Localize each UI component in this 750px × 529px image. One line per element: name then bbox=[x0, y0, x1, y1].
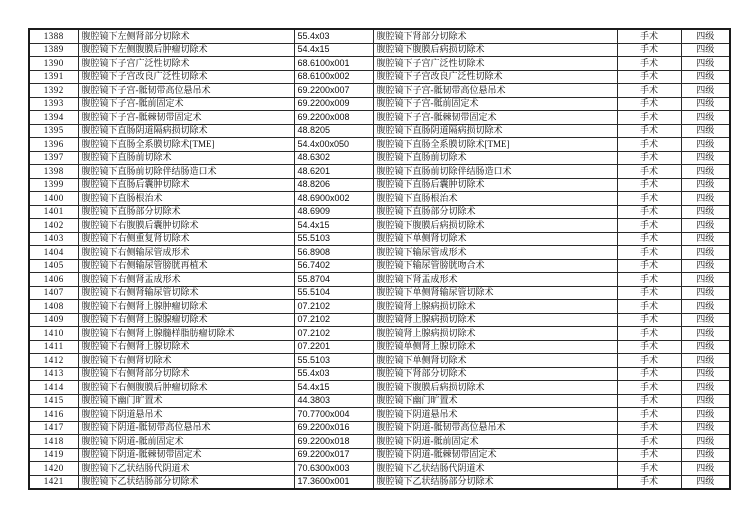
icd-code-cell: 69.2200x016 bbox=[294, 421, 373, 435]
category-cell: 手术 bbox=[617, 29, 681, 43]
category-cell: 手术 bbox=[617, 259, 681, 273]
standard-procedure-name-cell: 腹腔镜下子宫广泛性切除术 bbox=[373, 57, 617, 71]
row-number-cell: 1390 bbox=[29, 57, 78, 71]
row-number-cell: 1391 bbox=[29, 70, 78, 84]
grade-cell: 四级 bbox=[681, 286, 730, 300]
table-row bbox=[29, 97, 730, 111]
category-cell: 手术 bbox=[617, 192, 681, 206]
icd-code-cell: 69.2200x009 bbox=[294, 97, 373, 111]
row-number-cell: 1417 bbox=[29, 421, 78, 435]
procedure-name-cell: 腹腔镜下右侧肾部分切除术 bbox=[78, 367, 294, 381]
category-cell: 手术 bbox=[617, 124, 681, 138]
row-number-cell: 1400 bbox=[29, 192, 78, 206]
row-number-cell: 1414 bbox=[29, 381, 78, 395]
row-number-cell: 1420 bbox=[29, 462, 78, 476]
standard-procedure-name-cell: 腹腔镜下单侧肾切除术 bbox=[373, 232, 617, 246]
procedure-table bbox=[28, 28, 731, 490]
procedure-name-cell: 腹腔镜下直肠阴道隔病损切除术 bbox=[78, 124, 294, 138]
procedure-name-cell: 腹腔镜下直肠全系膜切除术[TME] bbox=[78, 138, 294, 152]
grade-cell: 四级 bbox=[681, 421, 730, 435]
table-row bbox=[29, 475, 730, 489]
table-row bbox=[29, 273, 730, 287]
grade-cell: 四级 bbox=[681, 151, 730, 165]
icd-code-cell: 69.2200x007 bbox=[294, 84, 373, 98]
icd-code-cell: 54.4x00x050 bbox=[294, 138, 373, 152]
procedure-name-cell: 腹腔镜下乙状结肠部分切除术 bbox=[78, 475, 294, 489]
category-cell: 手术 bbox=[617, 57, 681, 71]
category-cell: 手术 bbox=[617, 462, 681, 476]
procedure-name-cell: 腹腔镜下右侧输尿管膀胱再植术 bbox=[78, 259, 294, 273]
row-number-cell: 1392 bbox=[29, 84, 78, 98]
standard-procedure-name-cell: 腹腔镜下子宫-骶棘韧带固定术 bbox=[373, 111, 617, 125]
procedure-name-cell: 腹腔镜下阴道-骶前固定术 bbox=[78, 435, 294, 449]
grade-cell: 四级 bbox=[681, 205, 730, 219]
table-row bbox=[29, 151, 730, 165]
procedure-name-cell: 腹腔镜下右侧腹膜后肿瘤切除术 bbox=[78, 381, 294, 395]
table-row bbox=[29, 313, 730, 327]
table-row bbox=[29, 286, 730, 300]
row-number-cell: 1410 bbox=[29, 327, 78, 341]
procedure-name-cell: 腹腔镜下子宫广泛性切除术 bbox=[78, 57, 294, 71]
icd-code-cell: 07.2102 bbox=[294, 327, 373, 341]
table-row bbox=[29, 259, 730, 273]
grade-cell: 四级 bbox=[681, 354, 730, 368]
category-cell: 手术 bbox=[617, 138, 681, 152]
table-row bbox=[29, 340, 730, 354]
procedure-name-cell: 腹腔镜下左侧肾部分切除术 bbox=[78, 29, 294, 43]
table-row bbox=[29, 84, 730, 98]
category-cell: 手术 bbox=[617, 84, 681, 98]
icd-code-cell: 07.2102 bbox=[294, 300, 373, 314]
grade-cell: 四级 bbox=[681, 219, 730, 233]
icd-code-cell: 48.6201 bbox=[294, 165, 373, 179]
category-cell: 手术 bbox=[617, 327, 681, 341]
table-row bbox=[29, 435, 730, 449]
category-cell: 手术 bbox=[617, 448, 681, 462]
icd-code-cell: 68.6100x001 bbox=[294, 57, 373, 71]
category-cell: 手术 bbox=[617, 300, 681, 314]
category-cell: 手术 bbox=[617, 273, 681, 287]
row-number-cell: 1412 bbox=[29, 354, 78, 368]
procedure-name-cell: 腹腔镜下阴道悬吊术 bbox=[78, 408, 294, 422]
row-number-cell: 1395 bbox=[29, 124, 78, 138]
icd-code-cell: 54.4x15 bbox=[294, 381, 373, 395]
icd-code-cell: 07.2102 bbox=[294, 313, 373, 327]
grade-cell: 四级 bbox=[681, 178, 730, 192]
grade-cell: 四级 bbox=[681, 84, 730, 98]
procedure-name-cell: 腹腔镜下直肠前切除伴结肠造口术 bbox=[78, 165, 294, 179]
table-row bbox=[29, 219, 730, 233]
category-cell: 手术 bbox=[617, 165, 681, 179]
table-row bbox=[29, 165, 730, 179]
grade-cell: 四级 bbox=[681, 165, 730, 179]
standard-procedure-name-cell: 腹腔镜下腹膜后病损切除术 bbox=[373, 43, 617, 57]
standard-procedure-name-cell: 腹腔镜下直肠根治术 bbox=[373, 192, 617, 206]
row-number-cell: 1398 bbox=[29, 165, 78, 179]
category-cell: 手术 bbox=[617, 381, 681, 395]
grade-cell: 四级 bbox=[681, 70, 730, 84]
standard-procedure-name-cell: 腹腔镜下直肠部分切除术 bbox=[373, 205, 617, 219]
category-cell: 手术 bbox=[617, 111, 681, 125]
icd-code-cell: 55.4x03 bbox=[294, 367, 373, 381]
table-row bbox=[29, 448, 730, 462]
grade-cell: 四级 bbox=[681, 97, 730, 111]
row-number-cell: 1394 bbox=[29, 111, 78, 125]
table-row bbox=[29, 138, 730, 152]
standard-procedure-name-cell: 腹腔镜下直肠全系膜切除术[TME] bbox=[373, 138, 617, 152]
procedure-table-body bbox=[29, 29, 730, 489]
standard-procedure-name-cell: 腹腔镜下子宫-骶前固定术 bbox=[373, 97, 617, 111]
row-number-cell: 1416 bbox=[29, 408, 78, 422]
icd-code-cell: 48.6909 bbox=[294, 205, 373, 219]
icd-code-cell: 17.3600x001 bbox=[294, 475, 373, 489]
icd-code-cell: 48.8205 bbox=[294, 124, 373, 138]
standard-procedure-name-cell: 腹腔镜下腹膜后病损切除术 bbox=[373, 381, 617, 395]
icd-code-cell: 48.6302 bbox=[294, 151, 373, 165]
procedure-name-cell: 腹腔镜下乙状结肠代阴道术 bbox=[78, 462, 294, 476]
standard-procedure-name-cell: 腹腔镜下直肠阴道隔病损切除术 bbox=[373, 124, 617, 138]
grade-cell: 四级 bbox=[681, 408, 730, 422]
category-cell: 手术 bbox=[617, 435, 681, 449]
category-cell: 手术 bbox=[617, 394, 681, 408]
standard-procedure-name-cell: 腹腔镜下乙状结肠部分切除术 bbox=[373, 475, 617, 489]
row-number-cell: 1415 bbox=[29, 394, 78, 408]
category-cell: 手术 bbox=[617, 151, 681, 165]
grade-cell: 四级 bbox=[681, 435, 730, 449]
table-row bbox=[29, 192, 730, 206]
grade-cell: 四级 bbox=[681, 192, 730, 206]
category-cell: 手术 bbox=[617, 219, 681, 233]
row-number-cell: 1406 bbox=[29, 273, 78, 287]
grade-cell: 四级 bbox=[681, 246, 730, 260]
standard-procedure-name-cell: 腹腔镜下子宫改良广泛性切除术 bbox=[373, 70, 617, 84]
icd-code-cell: 69.2200x018 bbox=[294, 435, 373, 449]
grade-cell: 四级 bbox=[681, 43, 730, 57]
procedure-name-cell: 腹腔镜下右侧肾输尿管切除术 bbox=[78, 286, 294, 300]
standard-procedure-name-cell: 腹腔镜下阴道-骶韧带高位悬吊术 bbox=[373, 421, 617, 435]
procedure-name-cell: 腹腔镜下子宫-骶前固定术 bbox=[78, 97, 294, 111]
table-row bbox=[29, 367, 730, 381]
standard-procedure-name-cell: 腹腔镜下子宫-骶韧带高位悬吊术 bbox=[373, 84, 617, 98]
standard-procedure-name-cell: 腹腔镜下阴道-骶前固定术 bbox=[373, 435, 617, 449]
table-row bbox=[29, 354, 730, 368]
icd-code-cell: 55.5104 bbox=[294, 286, 373, 300]
standard-procedure-name-cell: 腹腔镜下腹膜后病损切除术 bbox=[373, 219, 617, 233]
category-cell: 手术 bbox=[617, 340, 681, 354]
category-cell: 手术 bbox=[617, 178, 681, 192]
grade-cell: 四级 bbox=[681, 394, 730, 408]
table-row bbox=[29, 111, 730, 125]
standard-procedure-name-cell: 腹腔镜肾上腺病损切除术 bbox=[373, 313, 617, 327]
standard-procedure-name-cell: 腹腔镜下阴道-骶棘韧带固定术 bbox=[373, 448, 617, 462]
row-number-cell: 1397 bbox=[29, 151, 78, 165]
row-number-cell: 1399 bbox=[29, 178, 78, 192]
table-row bbox=[29, 124, 730, 138]
grade-cell: 四级 bbox=[681, 327, 730, 341]
category-cell: 手术 bbox=[617, 313, 681, 327]
procedure-name-cell: 腹腔镜下直肠后囊肿切除术 bbox=[78, 178, 294, 192]
standard-procedure-name-cell: 腹腔镜下肾部分切除术 bbox=[373, 29, 617, 43]
row-number-cell: 1402 bbox=[29, 219, 78, 233]
grade-cell: 四级 bbox=[681, 475, 730, 489]
standard-procedure-name-cell: 腹腔镜下直肠后囊肿切除术 bbox=[373, 178, 617, 192]
icd-code-cell: 68.6100x002 bbox=[294, 70, 373, 84]
procedure-name-cell: 腹腔镜下左侧腹膜后肿瘤切除术 bbox=[78, 43, 294, 57]
icd-code-cell: 55.8704 bbox=[294, 273, 373, 287]
standard-procedure-name-cell: 腹腔镜单侧肾上腺切除术 bbox=[373, 340, 617, 354]
table-row bbox=[29, 421, 730, 435]
grade-cell: 四级 bbox=[681, 232, 730, 246]
procedure-name-cell: 腹腔镜下右侧肾上腺腺瘤切除术 bbox=[78, 313, 294, 327]
row-number-cell: 1408 bbox=[29, 300, 78, 314]
standard-procedure-name-cell: 腹腔镜下乙状结肠代阴道术 bbox=[373, 462, 617, 476]
row-number-cell: 1401 bbox=[29, 205, 78, 219]
category-cell: 手术 bbox=[617, 367, 681, 381]
table-row bbox=[29, 232, 730, 246]
procedure-name-cell: 腹腔镜下直肠根治术 bbox=[78, 192, 294, 206]
icd-code-cell: 56.7402 bbox=[294, 259, 373, 273]
standard-procedure-name-cell: 腹腔镜下单侧肾切除术 bbox=[373, 354, 617, 368]
procedure-name-cell: 腹腔镜下右侧肾盂成形术 bbox=[78, 273, 294, 287]
procedure-name-cell: 腹腔镜下右侧肾上腺髓样脂肪瘤切除术 bbox=[78, 327, 294, 341]
row-number-cell: 1404 bbox=[29, 246, 78, 260]
grade-cell: 四级 bbox=[681, 462, 730, 476]
category-cell: 手术 bbox=[617, 205, 681, 219]
icd-code-cell: 55.5103 bbox=[294, 232, 373, 246]
icd-code-cell: 69.2200x008 bbox=[294, 111, 373, 125]
procedure-name-cell: 腹腔镜下右腹膜后囊肿切除术 bbox=[78, 219, 294, 233]
procedure-name-cell: 腹腔镜下子宫-骶韧带高位悬吊术 bbox=[78, 84, 294, 98]
procedure-name-cell: 腹腔镜下子宫改良广泛性切除术 bbox=[78, 70, 294, 84]
row-number-cell: 1396 bbox=[29, 138, 78, 152]
row-number-cell: 1393 bbox=[29, 97, 78, 111]
grade-cell: 四级 bbox=[681, 448, 730, 462]
row-number-cell: 1409 bbox=[29, 313, 78, 327]
icd-code-cell: 44.3803 bbox=[294, 394, 373, 408]
row-number-cell: 1419 bbox=[29, 448, 78, 462]
icd-code-cell: 48.6900x002 bbox=[294, 192, 373, 206]
row-number-cell: 1403 bbox=[29, 232, 78, 246]
procedure-name-cell: 腹腔镜下幽门旷置术 bbox=[78, 394, 294, 408]
procedure-name-cell: 腹腔镜下右侧重复肾切除术 bbox=[78, 232, 294, 246]
row-number-cell: 1411 bbox=[29, 340, 78, 354]
category-cell: 手术 bbox=[617, 97, 681, 111]
icd-code-cell: 70.6300x003 bbox=[294, 462, 373, 476]
grade-cell: 四级 bbox=[681, 111, 730, 125]
table-row bbox=[29, 205, 730, 219]
standard-procedure-name-cell: 腹腔镜下单侧肾输尿管切除术 bbox=[373, 286, 617, 300]
procedure-name-cell: 腹腔镜下阴道-骶棘韧带固定术 bbox=[78, 448, 294, 462]
table-row bbox=[29, 57, 730, 71]
standard-procedure-name-cell: 腹腔镜下阴道悬吊术 bbox=[373, 408, 617, 422]
icd-code-cell: 48.8206 bbox=[294, 178, 373, 192]
category-cell: 手术 bbox=[617, 70, 681, 84]
category-cell: 手术 bbox=[617, 43, 681, 57]
row-number-cell: 1413 bbox=[29, 367, 78, 381]
grade-cell: 四级 bbox=[681, 313, 730, 327]
procedure-name-cell: 腹腔镜下子宫-骶棘韧带固定术 bbox=[78, 111, 294, 125]
category-cell: 手术 bbox=[617, 246, 681, 260]
standard-procedure-name-cell: 腹腔镜下直肠前切除伴结肠造口术 bbox=[373, 165, 617, 179]
standard-procedure-name-cell: 腹腔镜肾上腺病损切除术 bbox=[373, 327, 617, 341]
grade-cell: 四级 bbox=[681, 340, 730, 354]
table-row bbox=[29, 178, 730, 192]
procedure-name-cell: 腹腔镜下阴道-骶韧带高位悬吊术 bbox=[78, 421, 294, 435]
category-cell: 手术 bbox=[617, 232, 681, 246]
icd-code-cell: 70.7700x004 bbox=[294, 408, 373, 422]
category-cell: 手术 bbox=[617, 475, 681, 489]
category-cell: 手术 bbox=[617, 354, 681, 368]
grade-cell: 四级 bbox=[681, 124, 730, 138]
icd-code-cell: 54.4x15 bbox=[294, 219, 373, 233]
grade-cell: 四级 bbox=[681, 29, 730, 43]
icd-code-cell: 07.2201 bbox=[294, 340, 373, 354]
grade-cell: 四级 bbox=[681, 381, 730, 395]
icd-code-cell: 54.4x15 bbox=[294, 43, 373, 57]
table-row bbox=[29, 408, 730, 422]
category-cell: 手术 bbox=[617, 421, 681, 435]
standard-procedure-name-cell: 腹腔镜下直肠前切除术 bbox=[373, 151, 617, 165]
grade-cell: 四级 bbox=[681, 300, 730, 314]
row-number-cell: 1421 bbox=[29, 475, 78, 489]
row-number-cell: 1389 bbox=[29, 43, 78, 57]
procedure-name-cell: 腹腔镜下直肠部分切除术 bbox=[78, 205, 294, 219]
standard-procedure-name-cell: 腹腔镜下幽门旷置术 bbox=[373, 394, 617, 408]
icd-code-cell: 55.4x03 bbox=[294, 29, 373, 43]
grade-cell: 四级 bbox=[681, 259, 730, 273]
procedure-name-cell: 腹腔镜下右侧输尿管成形术 bbox=[78, 246, 294, 260]
standard-procedure-name-cell: 腹腔镜下肾盂成形术 bbox=[373, 273, 617, 287]
category-cell: 手术 bbox=[617, 286, 681, 300]
procedure-name-cell: 腹腔镜下右侧肾上腺肿瘤切除术 bbox=[78, 300, 294, 314]
grade-cell: 四级 bbox=[681, 367, 730, 381]
row-number-cell: 1418 bbox=[29, 435, 78, 449]
row-number-cell: 1405 bbox=[29, 259, 78, 273]
standard-procedure-name-cell: 腹腔镜肾上腺病损切除术 bbox=[373, 300, 617, 314]
procedure-name-cell: 腹腔镜下右侧肾切除术 bbox=[78, 354, 294, 368]
table-row bbox=[29, 70, 730, 84]
procedure-name-cell: 腹腔镜下右侧肾上腺切除术 bbox=[78, 340, 294, 354]
table-row bbox=[29, 381, 730, 395]
standard-procedure-name-cell: 腹腔镜下输尿管成形术 bbox=[373, 246, 617, 260]
table-row bbox=[29, 300, 730, 314]
table-row bbox=[29, 462, 730, 476]
grade-cell: 四级 bbox=[681, 138, 730, 152]
standard-procedure-name-cell: 腹腔镜下肾部分切除术 bbox=[373, 367, 617, 381]
table-row bbox=[29, 394, 730, 408]
standard-procedure-name-cell: 腹腔镜下输尿管膀胱吻合术 bbox=[373, 259, 617, 273]
icd-code-cell: 69.2200x017 bbox=[294, 448, 373, 462]
procedure-name-cell: 腹腔镜下直肠前切除术 bbox=[78, 151, 294, 165]
category-cell: 手术 bbox=[617, 408, 681, 422]
icd-code-cell: 55.5103 bbox=[294, 354, 373, 368]
table-row bbox=[29, 246, 730, 260]
table-row bbox=[29, 43, 730, 57]
grade-cell: 四级 bbox=[681, 273, 730, 287]
grade-cell: 四级 bbox=[681, 57, 730, 71]
icd-code-cell: 56.8908 bbox=[294, 246, 373, 260]
row-number-cell: 1407 bbox=[29, 286, 78, 300]
table-row bbox=[29, 29, 730, 43]
row-number-cell: 1388 bbox=[29, 29, 78, 43]
table-row bbox=[29, 327, 730, 341]
